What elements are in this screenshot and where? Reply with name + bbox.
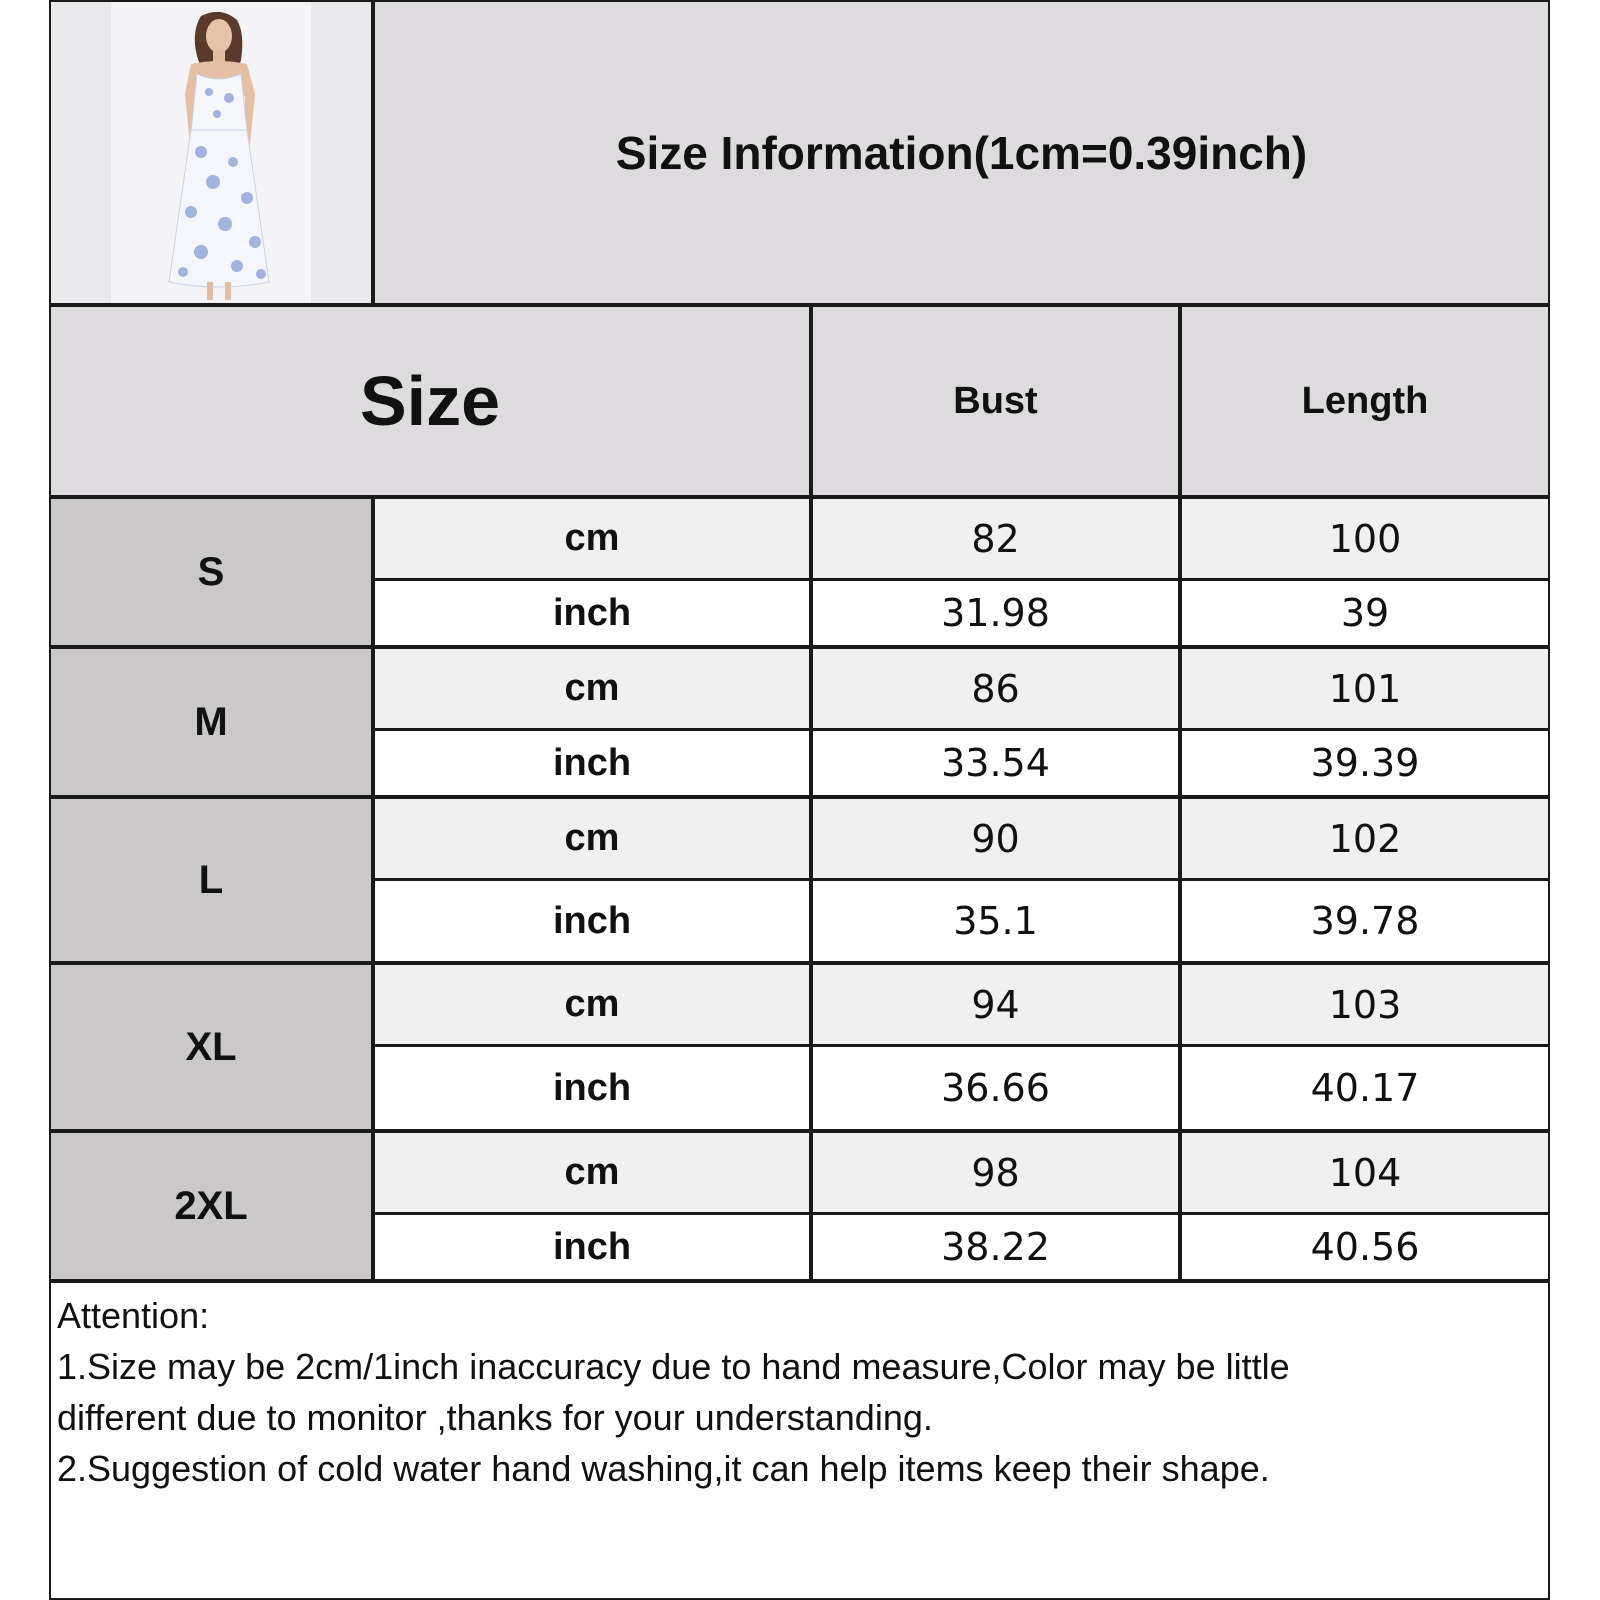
unit-inch: inch <box>375 731 813 795</box>
size-row-s <box>51 499 1548 649</box>
length-inch-value: 39.39 <box>1310 741 1420 785</box>
size-chart <box>49 0 1550 1600</box>
size-label: S <box>51 499 375 645</box>
length-cm-value: 102 <box>1328 816 1402 861</box>
size-column-header: Size <box>51 307 813 495</box>
length-cm-value: 104 <box>1328 1150 1402 1195</box>
inch-row <box>375 881 1548 961</box>
length-inch-value: 40.17 <box>1310 1066 1420 1110</box>
cm-row <box>375 799 1548 881</box>
length-inch-value: 39 <box>1340 591 1390 635</box>
length-inch-value: 40.56 <box>1310 1225 1420 1269</box>
notes-line-3: 2.Suggestion of cold water hand washing,it can help items keep their shape. <box>57 1448 1270 1489</box>
size-label: 2XL <box>51 1133 375 1279</box>
bust-inch-value: 36.66 <box>813 1047 1182 1129</box>
unit-cm: cm <box>375 499 813 578</box>
cm-row <box>375 965 1548 1047</box>
size-label: L <box>51 799 375 961</box>
unit-inch: inch <box>375 881 813 961</box>
size-row-l <box>51 799 1548 965</box>
product-photo <box>51 2 375 303</box>
length-inch-value: 39.78 <box>1310 899 1420 943</box>
unit-cm: cm <box>375 965 813 1044</box>
dress-model-image <box>51 2 371 303</box>
bust-inch-value: 35.1 <box>813 881 1182 961</box>
attention-notes <box>57 1290 1537 1494</box>
unit-inch: inch <box>375 1047 813 1129</box>
title-cell <box>375 2 1548 303</box>
bust-inch-value: 31.98 <box>813 581 1182 645</box>
size-label: M <box>51 649 375 795</box>
notes-line-1: 1.Size may be 2cm/1inch inaccuracy due to hand measure,Color may be little <box>57 1346 1290 1387</box>
cm-row <box>375 649 1548 731</box>
bust-cm-value: 90 <box>813 799 1182 878</box>
unit-cm: cm <box>375 1133 813 1212</box>
cm-row <box>375 1133 1548 1215</box>
length-cm-value: 100 <box>1328 516 1402 561</box>
unit-cm: cm <box>375 799 813 878</box>
chart-title: Size Information(1cm=0.39inch) <box>615 126 1308 179</box>
inch-row <box>375 1047 1548 1129</box>
unit-cm: cm <box>375 649 813 728</box>
length-column-header: Length <box>1182 307 1548 495</box>
bust-cm-value: 86 <box>813 649 1182 728</box>
length-cm-value: 103 <box>1328 982 1402 1027</box>
unit-inch: inch <box>375 581 813 645</box>
notes-heading: Attention: <box>57 1295 210 1336</box>
unit-inch: inch <box>375 1215 813 1279</box>
inch-row <box>375 581 1548 645</box>
bust-inch-value: 38.22 <box>813 1215 1182 1279</box>
size-row-m <box>51 649 1548 799</box>
chart-header-row <box>51 2 1548 307</box>
cm-row <box>375 499 1548 581</box>
bust-cm-value: 94 <box>813 965 1182 1044</box>
length-cm-value: 101 <box>1328 666 1402 711</box>
inch-row <box>375 731 1548 795</box>
size-row-2xl <box>51 1133 1548 1283</box>
bust-cm-value: 98 <box>813 1133 1182 1212</box>
column-header-row <box>51 307 1548 499</box>
bust-cm-value: 82 <box>813 499 1182 578</box>
inch-row <box>375 1215 1548 1279</box>
size-label: XL <box>51 965 375 1129</box>
bust-column-header: Bust <box>813 307 1182 495</box>
notes-line-2: different due to monitor ,thanks for your understanding. <box>57 1397 933 1438</box>
bust-inch-value: 33.54 <box>813 731 1182 795</box>
size-row-xl <box>51 965 1548 1133</box>
